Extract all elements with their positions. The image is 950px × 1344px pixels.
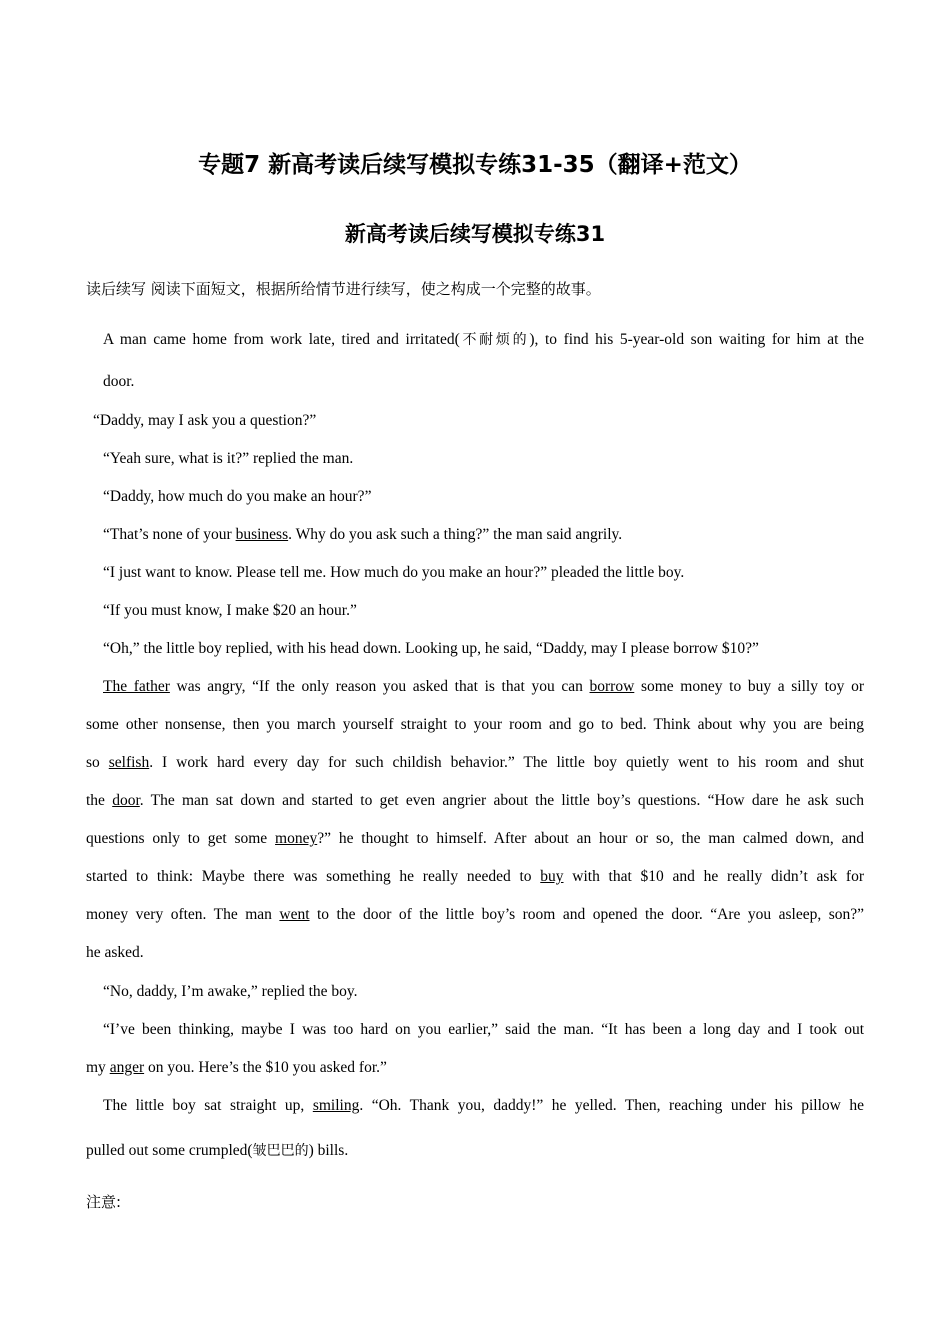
story-line: some other nonsense, then you march yourself straight to your room and go to bed. Think about why you are being [86, 716, 864, 733]
story-line: questions only to get some money?” he thought to himself. After about an hour or so, the man calmed down, and [86, 830, 864, 847]
underlined-word: smiling [312, 1097, 360, 1114]
story-line: so selfish. I work hard every day for such childish behavior.” The little boy quietly went to his room and shut [86, 754, 864, 771]
dialogue-line: “Daddy, may I ask you a question?” [93, 412, 317, 429]
underlined-word: selfish [108, 754, 150, 771]
story-line: money very often. The man went to the door of the little boy’s room and opened the door. “Are you asleep, son?” [86, 906, 864, 923]
dialogue-line: “Daddy, how much do you make an hour?” [103, 488, 372, 505]
underlined-word: money [275, 830, 318, 847]
story-line: door. [103, 373, 135, 390]
underlined-word: The father [103, 678, 170, 695]
dialogue-line: “No, daddy, I’m awake,” replied the boy. [103, 983, 358, 1000]
underlined-word: borrow [589, 678, 635, 695]
page-title: 专题7 新高考读后续写模拟专练31-35（翻译+范文） [198, 152, 752, 178]
underlined-word: went [279, 906, 310, 923]
note-label: 注意: [86, 1193, 122, 1211]
dialogue-line: “That’s none of your business. Why do you ask such a thing?” the man said angrily. [103, 526, 623, 543]
story-line: pulled out some crumpled(皱巴巴的) bills. [86, 1142, 349, 1159]
underlined-word: business [235, 526, 289, 543]
section-title: 新高考读后续写模拟专练31 [344, 222, 606, 246]
story-line: started to think: Maybe there was something he really needed to buy with that $10 and he really didn’t ask for [86, 868, 865, 885]
underlined-word: door [112, 792, 140, 809]
story-line: A man came home from work late, tired and irritated(不耐烦的), to find his 5-year-old son waiting for him at the [103, 331, 864, 348]
task-instruction: 读后续写 阅读下面短文，根据所给情节进行续写，使之构成一个完整的故事。 [86, 280, 601, 298]
underlined-word: anger [109, 1059, 145, 1076]
story-line: The father was angry, “If the only reason you asked that is that you can borrow some money to buy a silly toy or [103, 678, 864, 695]
story-line: “I’ve been thinking, maybe I was too hard on you earlier,” said the man. “It has been a long day and I took out [103, 1021, 864, 1038]
story-line: he asked. [86, 944, 144, 961]
underlined-word: buy [540, 868, 564, 885]
story-line: my anger on you. Here’s the $10 you asked for.” [86, 1059, 387, 1076]
dialogue-line: “Yeah sure, what is it?” replied the man. [103, 450, 354, 467]
story-line: The little boy sat straight up, smiling. “Oh. Thank you, daddy!” he yelled. Then, reaching under his pillow he [103, 1097, 864, 1114]
dialogue-line: “I just want to know. Please tell me. How much do you make an hour?” pleaded the little boy. [103, 564, 685, 581]
story-line: the door. The man sat down and started to get even angrier about the little boy’s questions. “How dare he ask such [86, 792, 864, 809]
dialogue-line: “If you must know, I make $20 an hour.” [103, 602, 357, 619]
dialogue-line: “Oh,” the little boy replied, with his head down. Looking up, he said, “Daddy, may I please borrow $10?” [103, 640, 759, 657]
